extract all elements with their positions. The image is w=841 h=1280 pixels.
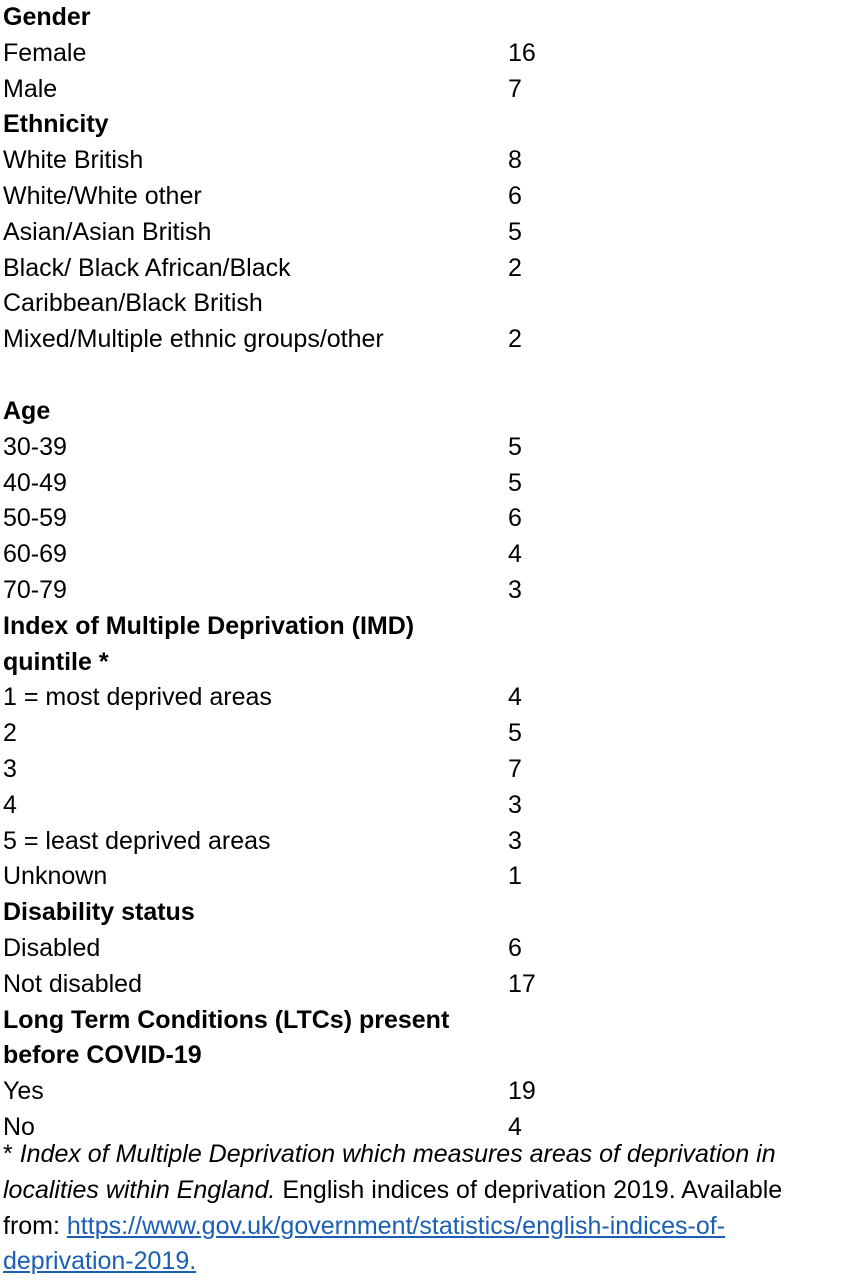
section-heading: Long Term Conditions (LTCs) present before COVID-19	[3, 1005, 450, 1070]
section-heading: Disability status	[3, 898, 195, 927]
row-count: 19	[508, 1077, 536, 1106]
section-heading: Ethnicity	[3, 110, 109, 139]
row-count: 3	[508, 575, 522, 604]
table-row	[3, 466, 841, 502]
row-count: 6	[508, 504, 522, 533]
row-count: 3	[508, 826, 522, 855]
table-row	[3, 501, 841, 537]
footnote	[3, 1137, 841, 1280]
section-heading-row	[3, 394, 841, 430]
row-label: 5 = least deprived areas	[3, 826, 271, 855]
row-count: 7	[508, 754, 522, 783]
table-row	[3, 716, 841, 752]
table-row	[3, 251, 841, 323]
row-count: 5	[508, 719, 522, 748]
row-label: Disabled	[3, 933, 101, 962]
section-heading: Gender	[3, 3, 91, 31]
row-label: 1 = most deprived areas	[3, 683, 272, 712]
demographics-table	[3, 0, 841, 1146]
table-row	[3, 143, 841, 179]
row-count: 8	[508, 146, 522, 175]
row-count: 5	[508, 217, 522, 246]
row-label: White British	[3, 146, 144, 175]
footnote-plain-text: English indices of deprivation 2019. Available from:	[3, 1175, 783, 1240]
row-count: 4	[508, 683, 522, 712]
table-row	[3, 1074, 841, 1110]
section-heading-row	[3, 609, 841, 681]
row-label: Male	[3, 74, 58, 103]
row-label: No	[3, 1112, 35, 1141]
row-label: 70-79	[3, 575, 67, 604]
table-row	[3, 680, 841, 716]
section-heading-row	[3, 107, 841, 143]
row-label: Black/ Black African/Black Caribbean/Black British	[3, 253, 291, 318]
row-label: Mixed/Multiple ethnic groups/other	[3, 325, 384, 354]
table-row	[3, 179, 841, 215]
row-count: 5	[508, 468, 522, 497]
row-count: 4	[508, 540, 522, 569]
row-label: 40-49	[3, 468, 67, 497]
section-heading-row	[3, 895, 841, 931]
row-count: 1	[508, 862, 522, 891]
footnote-link[interactable]: https://www.gov.uk/government/statistics/english-indices-of-deprivation-2019.	[3, 1211, 726, 1276]
table-row	[3, 430, 841, 466]
blank-row	[3, 358, 841, 394]
row-label: Asian/Asian British	[3, 217, 212, 246]
row-label: Female	[3, 38, 87, 67]
row-count: 3	[508, 790, 522, 819]
row-count: 16	[508, 38, 536, 67]
table-row	[3, 788, 841, 824]
table-row	[3, 36, 841, 72]
table-row	[3, 322, 841, 358]
section-heading: Age	[3, 396, 51, 425]
table-row	[3, 72, 841, 108]
row-count: 4	[508, 1112, 522, 1141]
table-row	[3, 824, 841, 860]
footnote-italic-text: Index of Multiple Deprivation which measures areas of deprivation in localities within England.	[3, 1140, 776, 1204]
row-label: 3	[3, 754, 17, 783]
row-count: 2	[508, 325, 522, 354]
row-label: 50-59	[3, 504, 67, 533]
row-label: White/White other	[3, 181, 202, 210]
table-row	[3, 859, 841, 895]
row-count: 5	[508, 432, 522, 461]
row-count: 6	[508, 181, 522, 210]
row-label: 4	[3, 790, 17, 819]
section-heading-row	[3, 0, 841, 36]
row-count: 6	[508, 933, 522, 962]
table-row	[3, 215, 841, 251]
row-count: 7	[508, 74, 522, 103]
section-heading-row	[3, 1003, 841, 1075]
row-count: 17	[508, 969, 536, 998]
table-row	[3, 573, 841, 609]
table-row	[3, 752, 841, 788]
table-row	[3, 931, 841, 967]
table-row	[3, 537, 841, 573]
table-row	[3, 967, 841, 1003]
row-label: 60-69	[3, 540, 67, 569]
section-heading: Index of Multiple Deprivation (IMD) quintile *	[3, 611, 415, 676]
row-label: Not disabled	[3, 969, 142, 998]
row-label: 30-39	[3, 432, 67, 461]
row-label: 2	[3, 719, 17, 748]
row-label: Unknown	[3, 862, 108, 891]
row-label: Yes	[3, 1077, 44, 1106]
footnote-marker: *	[3, 1140, 20, 1168]
row-count: 2	[508, 253, 522, 282]
